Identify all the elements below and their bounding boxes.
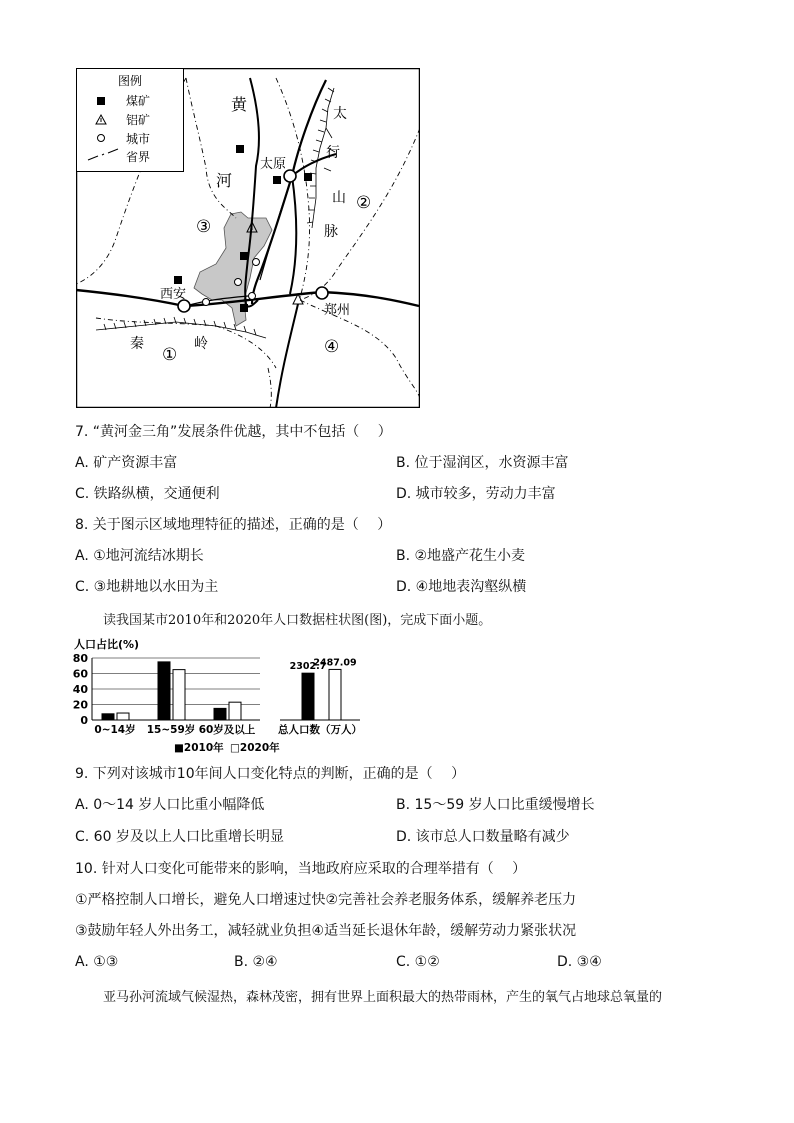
y-tick-label: 0 xyxy=(80,714,88,727)
total-bar xyxy=(329,669,341,720)
label-qin: 秦 xyxy=(130,336,144,352)
legend-coal: 煤矿 xyxy=(126,94,151,108)
q9-option-c: C. 60 岁及以上人口比重增长明显 xyxy=(75,829,284,845)
q10-stem: 10. 针对人口变化可能带来的影响，当地政府应采取的合理举措有（ ） xyxy=(75,861,527,877)
label-tai: 太 xyxy=(333,106,347,122)
coal-legend-icon xyxy=(97,97,105,105)
label-ling: 岭 xyxy=(194,336,208,352)
legend-city: 城市 xyxy=(126,132,151,146)
category-label: 15~59岁 xyxy=(146,724,196,736)
y-tick-label: 60 xyxy=(72,667,88,681)
q8-option-c: C. ③地耕地以水田为主 xyxy=(75,579,219,595)
label-huang: 黄 xyxy=(231,95,248,114)
q8-stem: 8. 关于图示区域地理特征的描述，正确的是（ ） xyxy=(75,517,392,533)
label-region-1: ① xyxy=(162,345,178,365)
q9-option-d: D. 该市总人口数量略有减少 xyxy=(396,829,570,845)
label-taiyuan: 太原 xyxy=(260,157,287,172)
legend-2020: □2020年 xyxy=(230,742,280,754)
total-value-label: 2302.7 xyxy=(289,661,327,673)
label-region-3: ③ xyxy=(196,217,212,237)
y-tick-label: 80 xyxy=(72,652,88,665)
label-shan: 山 xyxy=(332,190,346,206)
chart-ylabel: 人口占比(%) xyxy=(74,638,140,651)
q8-option-a: A. ①地河流结冰期长 xyxy=(75,548,204,564)
label-region-2: ② xyxy=(356,193,372,213)
q7-option-d: D. 城市较多，劳动力丰富 xyxy=(396,486,556,502)
legend-aluminum: 铝矿 xyxy=(126,113,151,127)
q10-line1: ①严格控制人口增长，避免人口增速过快②完善社会养老服务体系，缓解养老压力 xyxy=(75,892,577,908)
city-legend-icon xyxy=(98,135,105,142)
legend-boundary: 省界 xyxy=(126,150,151,164)
bar xyxy=(158,662,170,720)
bar xyxy=(173,670,185,720)
intro-amazon: 亚马孙河流域气候湿热，森林茂密，拥有世界上面积最大的热带雨林，产生的氧气占地球总氧量的 xyxy=(103,990,663,1005)
category-label: 0~14岁 xyxy=(94,724,136,736)
label-xian: 西安 xyxy=(160,287,187,302)
bar xyxy=(229,702,241,720)
q7-stem: 7. “黄河金三角”发展条件优越，其中不包括（ ） xyxy=(75,424,392,440)
q9-stem: 9. 下列对该城市10年间人口变化特点的判断，正确的是（ ） xyxy=(75,766,466,782)
total-bar xyxy=(302,673,314,720)
intro-population: 读我国某市2010年和2020年人口数据柱状图(图)，完成下面小题。 xyxy=(103,613,492,628)
q10-line2: ③鼓励年轻人外出务工，减轻就业负担④适当延长退休年龄，缓解劳动力紧张状况 xyxy=(75,923,577,939)
legend-2010: ■2010年 xyxy=(174,742,224,754)
total-label: 总人口数（万人） xyxy=(278,724,362,736)
legend-title: 图例 xyxy=(118,74,143,88)
q10-option-a: A. ①③ xyxy=(75,954,119,970)
population-chart xyxy=(70,634,380,758)
q7-option-a: A. 矿产资源丰富 xyxy=(75,455,178,471)
q9-option-b: B. 15～59 岁人口比重缓慢增长 xyxy=(396,797,595,813)
q10-option-c: C. ①② xyxy=(396,954,440,970)
label-hang: 行 xyxy=(326,145,340,161)
q8-option-d: D. ④地地表沟壑纵横 xyxy=(396,579,527,595)
label-mai: 脉 xyxy=(324,224,338,240)
q9-option-a: A. 0～14 岁人口比重小幅降低 xyxy=(75,797,265,813)
map-figure xyxy=(76,68,420,408)
category-label: 60岁及以上 xyxy=(198,724,256,736)
q8-option-b: B. ②地盛产花生小麦 xyxy=(396,548,526,564)
total-value-label: 2487.09 xyxy=(313,657,357,669)
label-region-4: ④ xyxy=(324,337,340,357)
q10-option-b: B. ②④ xyxy=(234,954,278,970)
bar xyxy=(102,714,114,720)
label-zhengzhou: 郑州 xyxy=(324,303,351,318)
q7-option-b: B. 位于湿润区，水资源丰富 xyxy=(396,455,569,471)
label-he: 河 xyxy=(216,171,233,190)
bar xyxy=(214,708,226,720)
y-tick-label: 20 xyxy=(72,698,88,712)
y-tick-label: 40 xyxy=(72,683,88,696)
q7-option-c: C. 铁路纵横，交通便利 xyxy=(75,486,220,502)
q10-option-d: D. ③④ xyxy=(557,954,602,970)
bar xyxy=(117,713,129,720)
